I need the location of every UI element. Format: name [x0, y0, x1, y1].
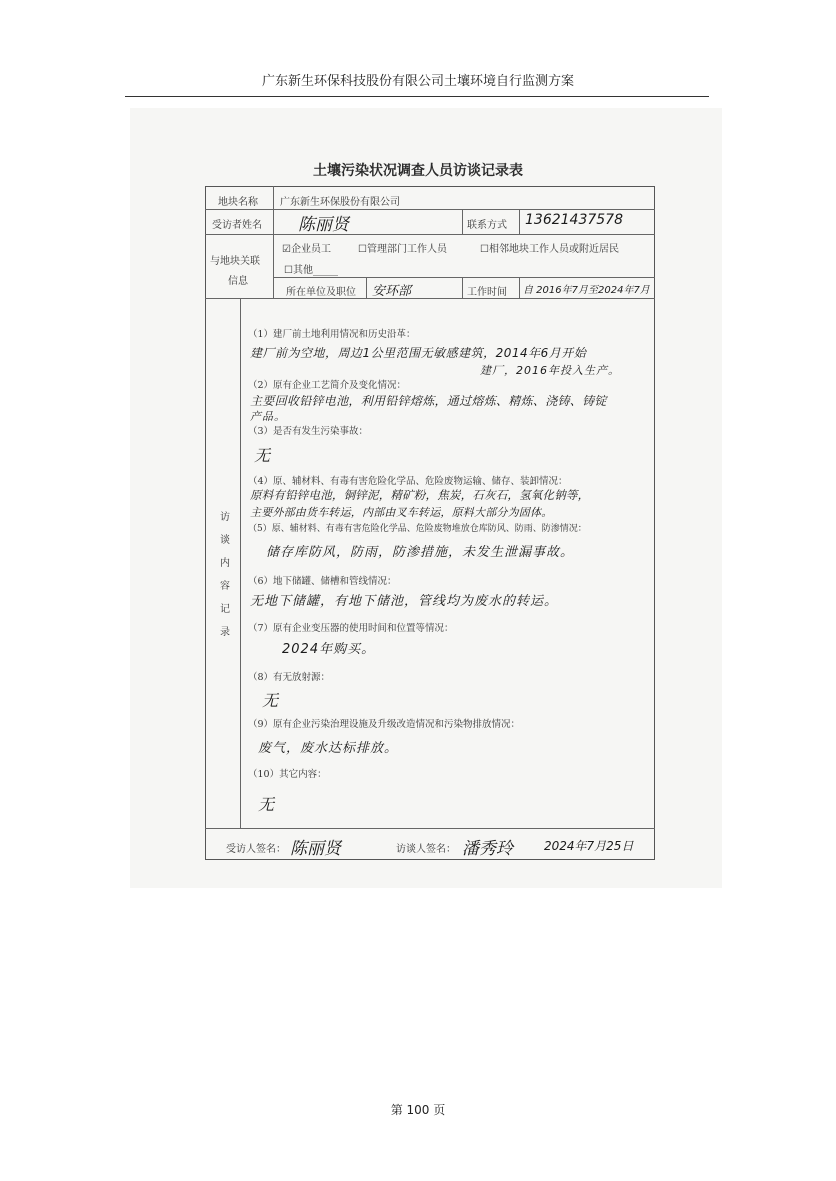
relation-label: 与地块关联 — [210, 256, 260, 267]
column-divider — [519, 277, 520, 298]
answer-9: 废气，废水达标排放。 — [258, 741, 399, 756]
column-divider — [240, 298, 241, 828]
unit-value-handwritten: 安环部 — [372, 284, 412, 299]
question-3: （3）是否有发生污染事故： — [248, 426, 369, 437]
contact-label: 联系方式 — [467, 220, 507, 231]
signature-date: 2024年7月25日 — [544, 839, 634, 853]
answer-6: 无地下储罐，有地下储池，管线均为废水的转运。 — [250, 594, 559, 609]
column-divider — [366, 277, 367, 298]
relation-option-other: ☐其他_____ — [284, 265, 338, 276]
question-2: （2）原有企业工艺简介及变化情况： — [248, 380, 407, 391]
question-4: （4）原、辅材料、有毒有害危险化学品、危险废物运输、储存、装卸情况： — [248, 476, 568, 487]
relation-label-cont: 信息 — [228, 276, 248, 287]
plot-name-label: 地块名称 — [218, 197, 258, 208]
answer-4-line-2: 主要外部由货车转运，内部由叉车转运，原料大部分为固体。 — [250, 506, 553, 519]
answer-1-line-1: 建厂前为空地，周边1公里范围无敏感建筑，2014年6月开始 — [250, 346, 587, 360]
form-title: 土壤污染状况调查人员访谈记录表 — [313, 163, 523, 179]
interviewee-signature: 陈丽贤 — [290, 839, 341, 859]
contact-value-handwritten: 13621437578 — [525, 212, 623, 228]
answer-3: 无 — [254, 446, 272, 465]
worktime-label: 工作时间 — [467, 287, 507, 298]
unit-label: 所在单位及职位 — [286, 287, 356, 298]
relation-option-employee: ☑企业员工 — [282, 244, 331, 255]
answer-5: 储存库防风，防雨，防渗措施，未发生泄漏事故。 — [266, 545, 575, 560]
answer-2-line-1: 主要回收铅锌电池，利用铅锌熔炼，通过熔炼、精炼、浇铸、铸锭 — [250, 394, 607, 408]
answer-4-line-1: 原料有铅锌电池，铜锌泥，精矿粉，焦炭，石灰石，氢氧化钠等， — [250, 488, 590, 502]
answer-10: 无 — [258, 795, 276, 814]
question-7: （7）原有企业变压器的使用时间和位置等情况： — [248, 623, 454, 634]
column-divider — [462, 209, 463, 234]
interviewee-signature-label: 受访人签名： — [226, 844, 286, 855]
worktime-value: 自 2016年7月至2024年7月 — [523, 285, 650, 296]
document-header: 广东新生环保科技股份有限公司土壤环境自行监测方案 — [261, 74, 574, 89]
question-10: （10）其它内容： — [248, 769, 327, 780]
question-1: （1）建厂前土地利用情况和历史沿革： — [248, 329, 416, 340]
column-divider — [462, 277, 463, 298]
column-divider — [273, 186, 274, 298]
interviewer-signature: 潘秀玲 — [462, 839, 513, 859]
interviewer-signature-label: 访谈人签名： — [396, 844, 456, 855]
question-5: （5）原、辅材料、有毒有害危险化学品、危险废物堆放仓库防风、防雨、防渗情况： — [248, 524, 587, 534]
answer-8: 无 — [262, 691, 280, 710]
answer-7: 2024年购买。 — [282, 642, 376, 657]
answer-1-line-2: 建厂，2016年投入生产。 — [480, 364, 620, 377]
row-divider — [205, 298, 655, 299]
column-divider — [519, 209, 520, 234]
question-6: （6）地下储罐、储槽和管线情况： — [248, 576, 397, 587]
interviewee-name-handwritten: 陈丽贤 — [298, 215, 349, 235]
question-9: （9）原有企业污染治理设施及升级改造情况和污染物排放情况： — [248, 719, 521, 730]
interview-content-side-label: 访 谈 内 容 记 录 — [220, 512, 230, 638]
plot-name-value: 广东新生环保股份有限公司 — [280, 197, 400, 208]
header-rule — [125, 96, 709, 97]
question-8: （8）有无放射源： — [248, 672, 331, 683]
page-number: 第 100 页 — [390, 1103, 446, 1117]
row-divider — [273, 277, 655, 278]
relation-option-management: ☐管理部门工作人员 — [358, 244, 447, 255]
relation-option-neighbor: ☐相邻地块工作人员或附近居民 — [480, 244, 619, 255]
answer-2-line-2: 产品。 — [250, 410, 286, 423]
interviewee-label: 受访者姓名 — [212, 220, 262, 231]
row-divider — [205, 828, 655, 829]
